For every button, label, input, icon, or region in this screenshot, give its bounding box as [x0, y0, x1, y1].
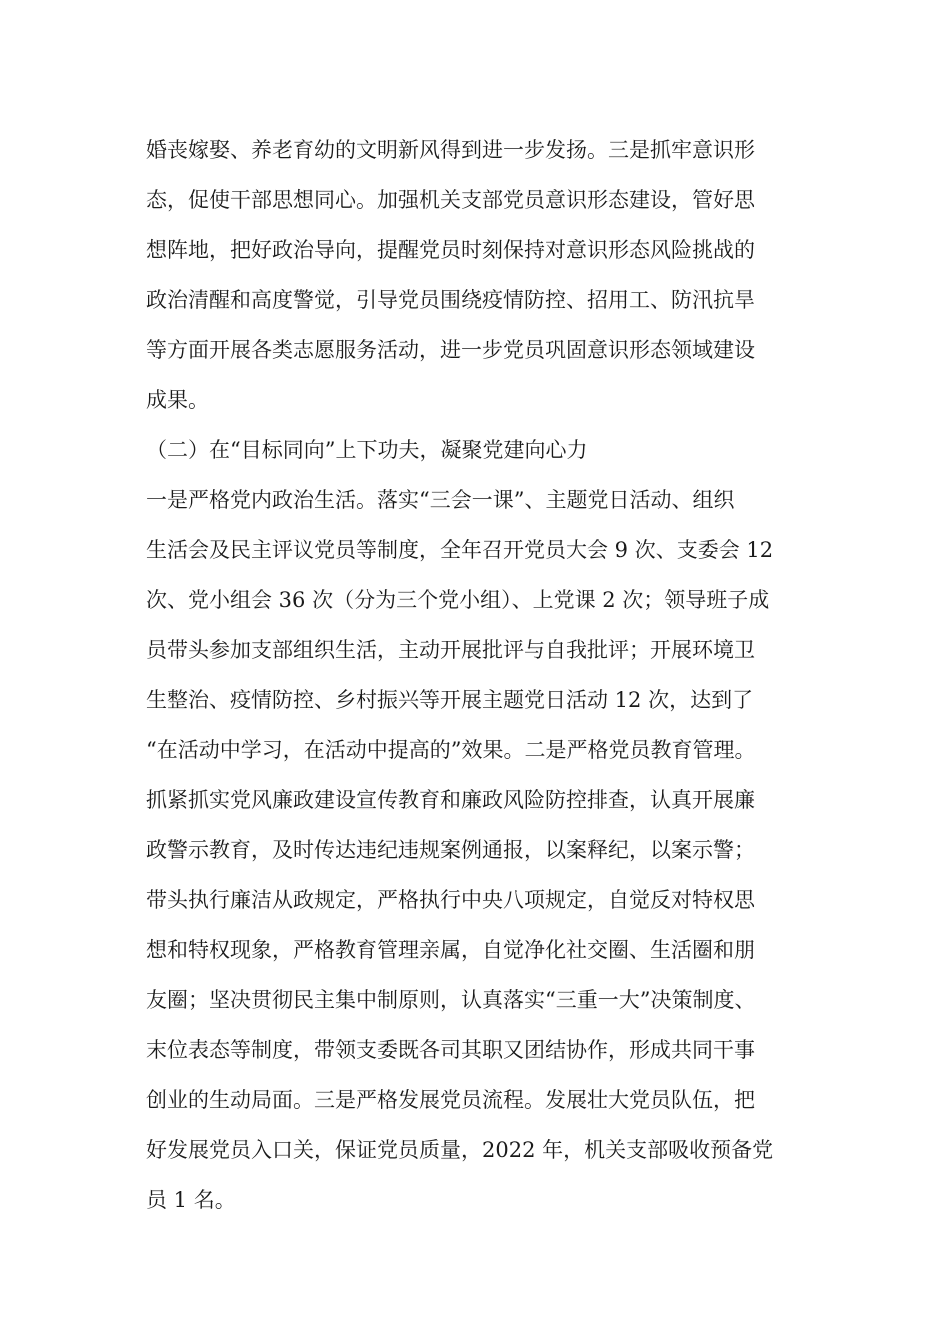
body-text-line: 员带头参加支部组织生活，主动开展批评与自我批评；开展环境卫: [146, 638, 755, 662]
body-text-line: 政治清醒和高度警觉，引导党员围绕疫情防控、招用工、防汛抗旱: [146, 288, 755, 312]
section-heading: （二）在“目标同向”上下功夫，凝聚党建向心力: [146, 438, 588, 462]
body-text-line: 政警示教育，及时传达违纪违规案例通报，以案释纪，以案示警；: [146, 838, 755, 862]
body-text-line: 友圈；坚决贯彻民主集中制原则，认真落实“三重一大”决策制度、: [146, 988, 756, 1012]
body-text-line: 生活会及民主评议党员等制度，全年召开党员大会 9 次、支委会 12: [146, 538, 774, 562]
body-text-line: 抓紧抓实党风廉政建设宣传教育和廉政风险防控排查，认真开展廉: [146, 788, 755, 812]
body-text-line: 态，促使干部思想同心。加强机关支部党员意识形态建设，管好思: [146, 188, 755, 212]
body-text-line: 员 1 名。: [146, 1188, 236, 1212]
body-text-line: 创业的生动局面。三是严格发展党员流程。发展壮大党员队伍，把: [146, 1088, 755, 1112]
body-text-line: 带头执行廉洁从政规定，严格执行中央八项规定，自觉反对特权思: [146, 888, 755, 912]
body-text-line: 想和特权现象，严格教育管理亲属，自觉净化社交圈、生活圈和朋: [146, 938, 755, 962]
body-text-line: “在活动中学习，在活动中提高的”效果。二是严格党员教育管理。: [146, 738, 756, 762]
body-text-line: 次、党小组会 36 次（分为三个党小组）、上党课 2 次；领导班子成: [146, 588, 770, 612]
body-text-line: 末位表态等制度，带领支委既各司其职又团结协作，形成共同干事: [146, 1038, 755, 1062]
body-text-line: 等方面开展各类志愿服务活动，进一步党员巩固意识形态领域建设: [146, 338, 755, 362]
body-text-line: 一是严格党内政治生活。落实“三会一课”、主题党日活动、组织: [146, 488, 735, 512]
body-text-line: 好发展党员入口关，保证党员质量，2022 年，机关支部吸收预备党: [146, 1138, 774, 1162]
body-text-line: 想阵地，把好政治导向，提醒党员时刻保持对意识形态风险挑战的: [146, 238, 755, 262]
body-text-line: 成果。: [146, 388, 209, 412]
body-text-line: 生整治、疫情防控、乡村振兴等开展主题党日活动 12 次，达到了: [146, 688, 754, 712]
body-text-line: 婚丧嫁娶、养老育幼的文明新风得到进一步发扬。三是抓牢意识形: [146, 138, 755, 162]
